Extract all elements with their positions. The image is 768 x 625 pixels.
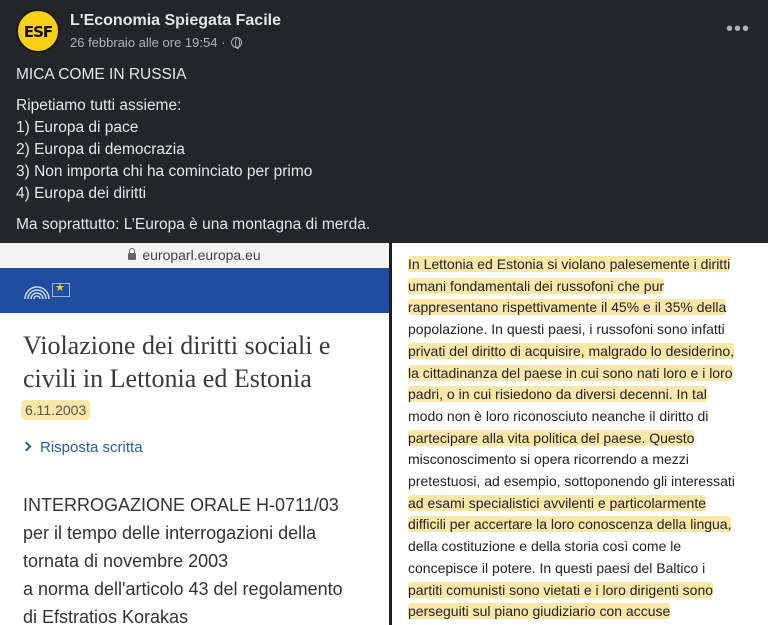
body-line: pretestuosi, ad esempio, sottoponendo gli interessati [408, 473, 735, 490]
body-line: della costituzione e della storia così come le [408, 538, 682, 555]
body-line: la cittadinanza del paese in cui sono nati loro e i loro [408, 364, 733, 381]
question-body [408, 254, 766, 623]
question-text-screenshot [392, 243, 768, 625]
question-line: tornata di novembre 2003 [23, 551, 229, 571]
body-line: padri, o in cui risiedono da diversi decenni. In tal [408, 386, 707, 403]
question-line: INTERROGAZIONE ORALE H-0711/03 [23, 495, 339, 515]
document-screenshot [0, 243, 389, 625]
body-line: privati del diritto di acquisire, malgrado lo desiderino, [408, 342, 735, 359]
post-timestamp[interactable]: 26 febbraio alle ore 19:54 [70, 35, 218, 50]
body-line: concepisce il potere. In questi paesi del Baltico i [408, 559, 706, 576]
body-line: popolazione. In questi paesi, i russofoni sono infatti [408, 321, 725, 338]
post-header [0, 0, 768, 60]
post-meta [70, 35, 242, 50]
post-line: 3) Non importa chi ha cominciato per primo [16, 163, 313, 180]
body-line: partiti comunisti sono vietati e i loro dirigenti sono [408, 581, 714, 598]
question-line: per il tempo delle interrogazioni della [23, 523, 317, 543]
browser-url-bar [0, 243, 389, 268]
body-line: perseguiti sul piano giudiziario con accuse [408, 603, 671, 620]
body-line: rappresentano rispettivamente il 45% e il 35% della [408, 299, 727, 316]
avatar[interactable] [16, 9, 60, 53]
european-parliament-logo [24, 280, 72, 302]
hemicycle-icon [24, 280, 50, 300]
chevron-right-icon [22, 442, 32, 452]
more-options-icon[interactable]: ••• [725, 18, 750, 40]
post-author[interactable]: L'Economia Spiegata Facile [70, 12, 281, 29]
post-line: 2) Europa di democrazia [16, 141, 185, 158]
lock-icon [128, 253, 136, 260]
url-text: europarl.europa.eu [142, 247, 261, 263]
question-reference [23, 491, 383, 625]
question-line: di Efstratios Korakas [23, 607, 189, 625]
globe-icon [231, 37, 242, 48]
post-attachment-image[interactable] [0, 243, 768, 625]
body-line: difficili per accertare la loro conoscenza della lingua, [408, 516, 732, 533]
post-line: 1) Europa di pace [16, 119, 139, 136]
body-line: partecipare alla vita politica del paese. Questo [408, 429, 695, 446]
post-line: Ripetiamo tutti assieme: [16, 97, 182, 114]
body-line: misconoscimento si opera ricorrendo a mezzi [408, 451, 689, 468]
question-line: a norma dell'articolo 43 del regolamento [23, 579, 343, 599]
written-answer-label: Risposta scritta [40, 439, 143, 456]
ep-banner [0, 268, 389, 313]
body-line: umani fondamentali dei russofoni che pur [408, 277, 665, 294]
post-headline: MICA COME IN RUSSIA [16, 66, 187, 83]
post-text [16, 64, 756, 236]
body-line: ad esami specialistici avvilenti e particolarmente [408, 494, 707, 511]
post-line: 4) Europa dei diritti [16, 185, 147, 202]
post-line: Ma soprattutto: L’Europa è una montagna di merda. [16, 216, 371, 233]
document-date: 6.11.2003 [21, 400, 90, 420]
written-answer-link[interactable] [23, 439, 143, 456]
meta-separator: · [221, 35, 226, 50]
document-title: Violazione dei diritti sociali e civili in Lettonia ed Estonia [23, 331, 331, 393]
eu-flag-icon [52, 283, 70, 297]
body-line: In Lettonia ed Estonia si violano palesemente i diritti [408, 256, 731, 272]
avatar-logo-text: ESF [23, 23, 53, 41]
body-line: modo non è loro riconosciuto neanche il diritto di [408, 407, 709, 424]
